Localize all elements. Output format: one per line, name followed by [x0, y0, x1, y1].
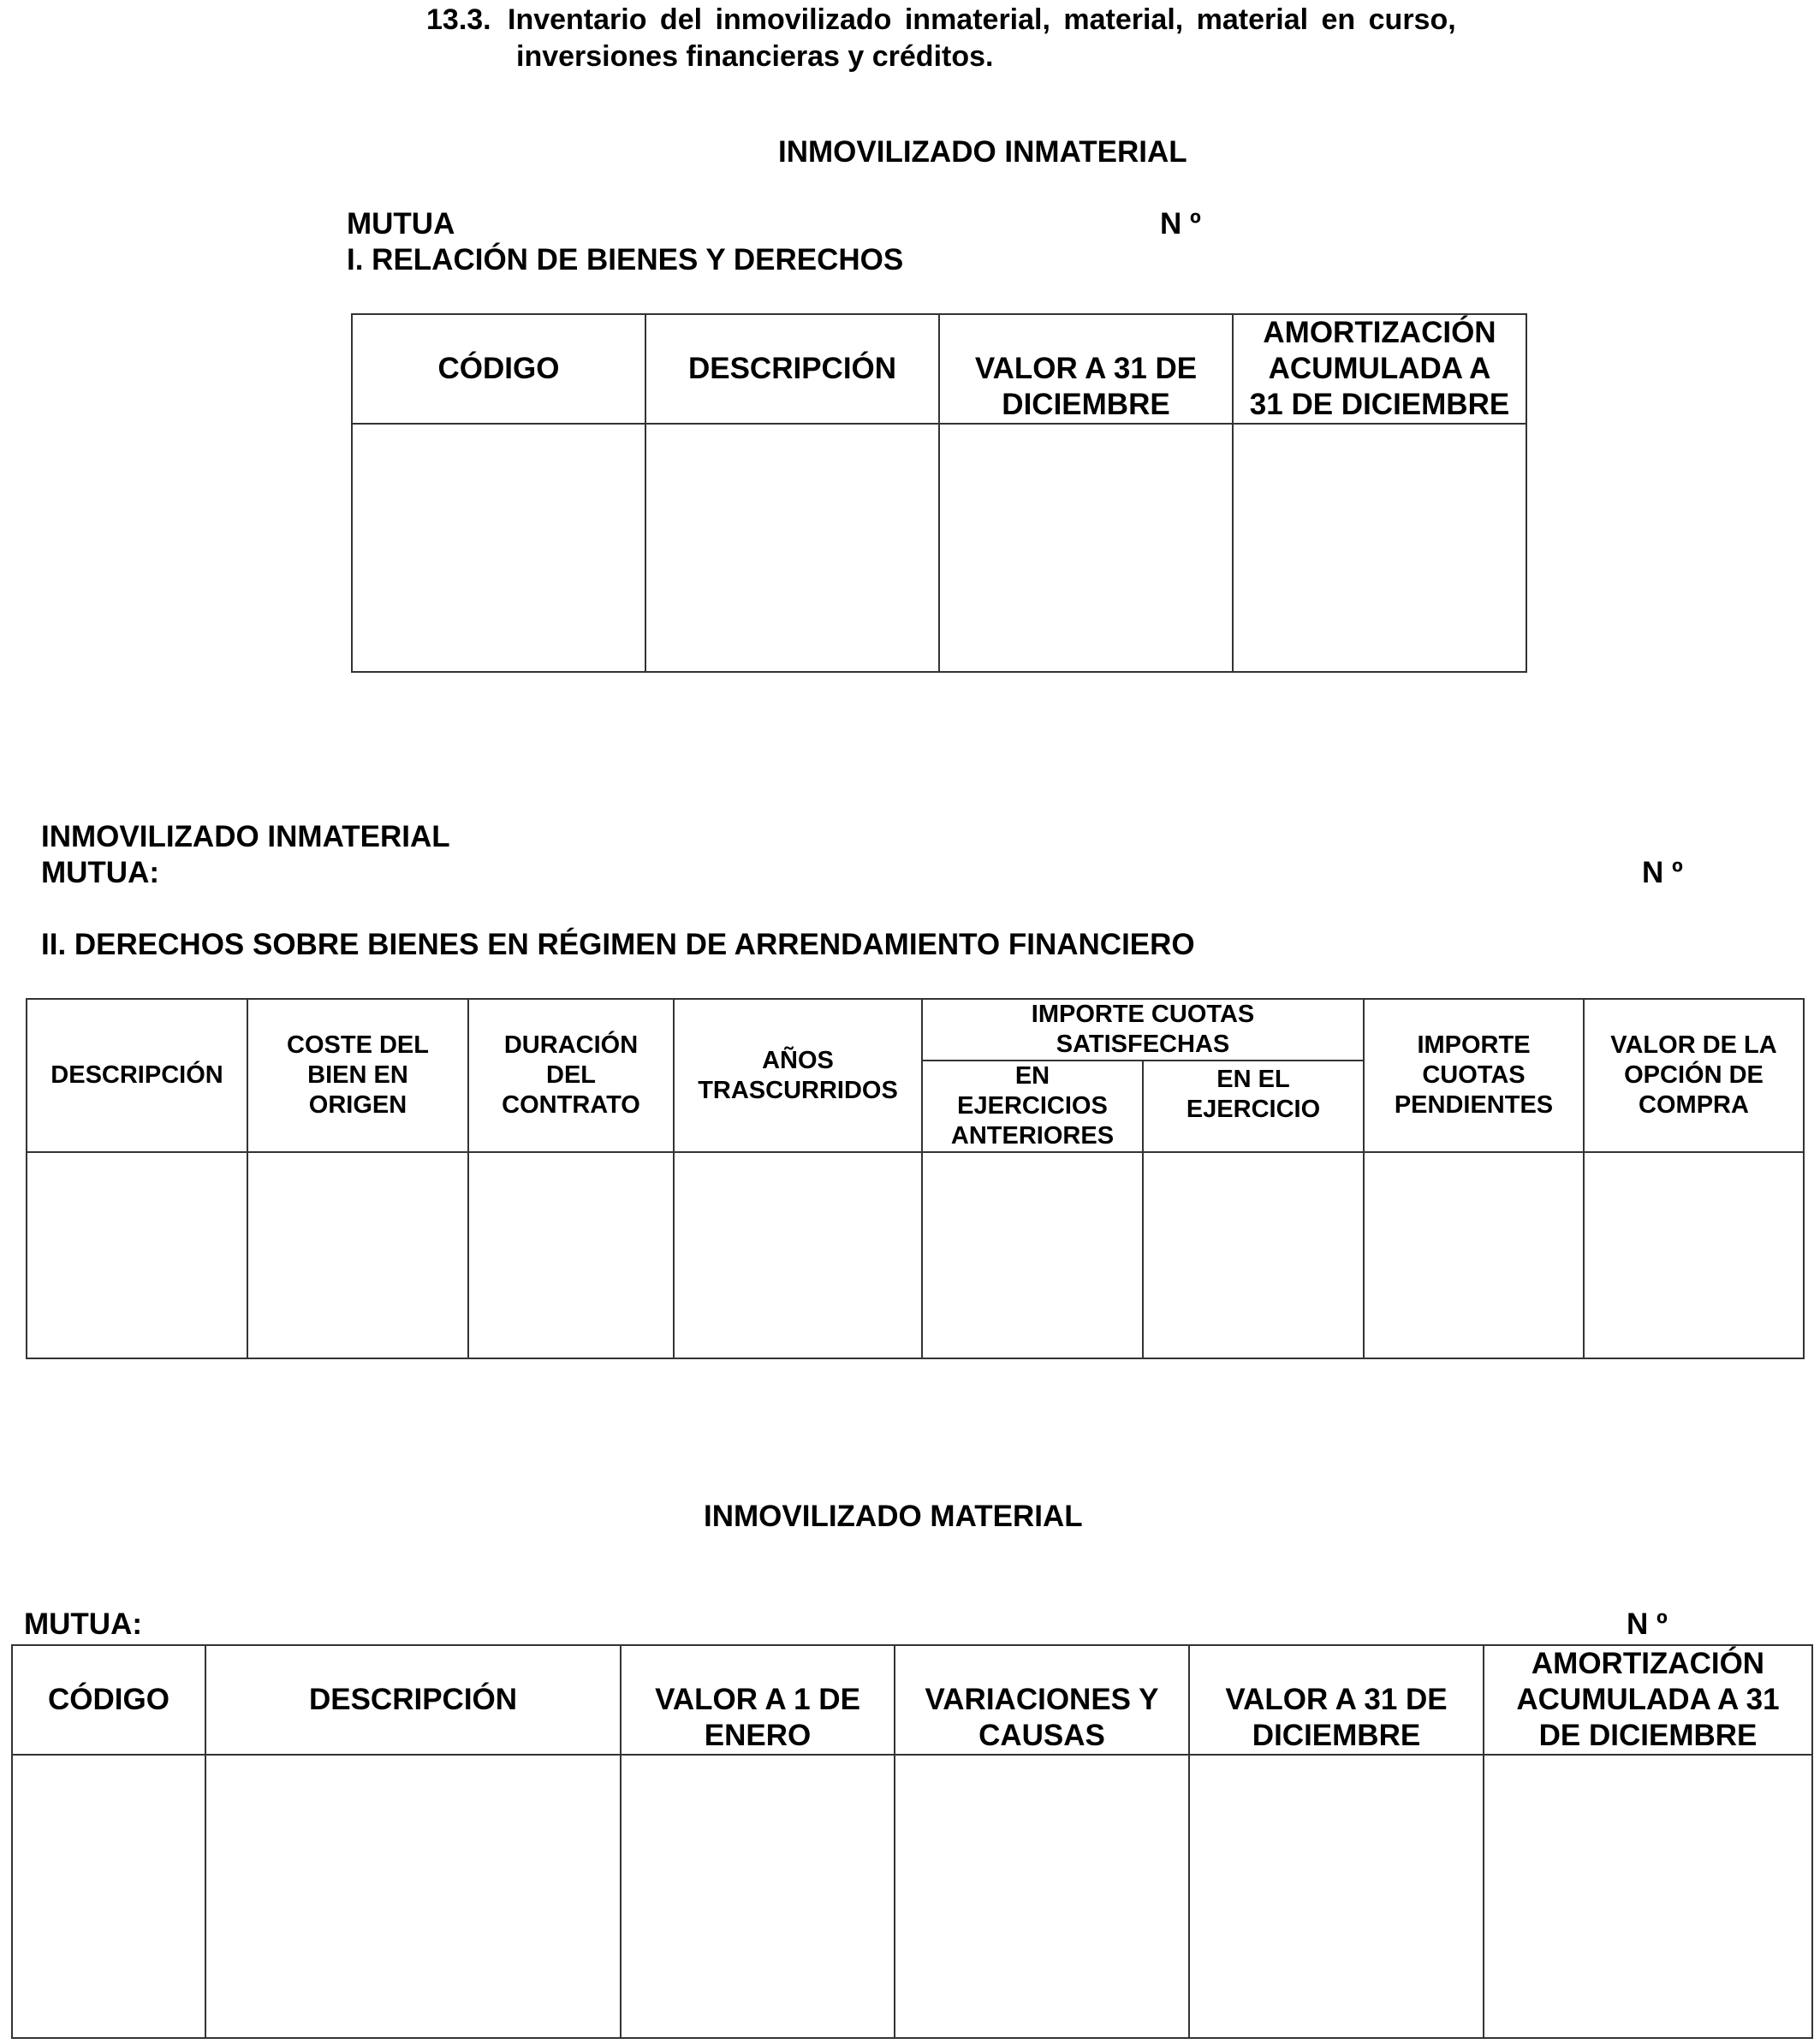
header-descripcion: DESCRIPCIÓN [27, 999, 247, 1152]
cell-duracion-contrato[interactable] [468, 1152, 674, 1358]
block1-numero-label: N º [1160, 207, 1201, 241]
cell-descripcion[interactable] [645, 424, 939, 672]
header-valor-1-enero: VALOR A 1 DE ENERO [621, 1645, 895, 1755]
cell-anos-trascurridos[interactable] [674, 1152, 922, 1358]
cell-descripcion[interactable] [205, 1755, 621, 2038]
header-valor-31-diciembre: VALOR A 31 DE DICIEMBRE [939, 314, 1233, 424]
cell-variaciones-causas[interactable] [895, 1755, 1189, 2038]
header-descripcion: DESCRIPCIÓN [645, 314, 939, 424]
header-importe-cuotas-satisfechas: IMPORTE CUOTAS SATISFECHAS [922, 999, 1364, 1061]
block2-numero-label: N º [1642, 856, 1683, 889]
section-number: 13.3. [426, 3, 491, 36]
cell-valor-1-enero[interactable] [621, 1755, 895, 2038]
block2-mutua-label: MUTUA: [41, 856, 160, 889]
header-amortizacion-acumulada: AMORTIZACIÓN ACUMULADA A 31 DE DICIEMBRE [1233, 314, 1526, 424]
section-title-line2: inversiones financieras y créditos. [516, 40, 994, 73]
block1-mutua-label: MUTUA [347, 207, 455, 241]
header-en-ejercicios-anteriores: EN EJERCICIOS ANTERIORES [922, 1061, 1143, 1152]
header-valor-opcion-compra: VALOR DE LA OPCIÓN DE COMPRA [1584, 999, 1804, 1152]
bienes-derechos-table [351, 313, 1527, 673]
cell-importe-cuotas-pendientes[interactable] [1364, 1152, 1584, 1358]
header-valor-31-diciembre: VALOR A 31 DE DICIEMBRE [1189, 1645, 1484, 1755]
section-title-line1: Inventario del inmovilizado inmaterial, material, material en curso, [508, 3, 1456, 36]
cell-en-el-ejercicio[interactable] [1143, 1152, 1364, 1358]
header-en-el-ejercicio: EN EL EJERCICIO [1143, 1061, 1364, 1152]
cell-valor-31-diciembre[interactable] [939, 424, 1233, 672]
header-coste-bien-origen: COSTE DEL BIEN EN ORIGEN [247, 999, 468, 1152]
cell-en-ejercicios-anteriores[interactable] [922, 1152, 1143, 1358]
block1-title: INMOVILIZADO INMATERIAL [778, 135, 1187, 169]
header-codigo: CÓDIGO [352, 314, 645, 424]
cell-descripcion[interactable] [27, 1152, 247, 1358]
header-variaciones-causas: VARIACIONES Y CAUSAS [895, 1645, 1189, 1755]
cell-codigo[interactable] [352, 424, 645, 672]
block3-numero-label: N º [1627, 1607, 1668, 1641]
cell-valor-31-diciembre[interactable] [1189, 1755, 1484, 2038]
header-anos-trascurridos: AÑOS TRASCURRIDOS [674, 999, 922, 1152]
header-amortizacion-acumulada: AMORTIZACIÓN ACUMULADA A 31 DE DICIEMBRE [1484, 1645, 1812, 1755]
block2-title: INMOVILIZADO INMATERIAL [41, 820, 450, 853]
block1-subtitle: I. RELACIÓN DE BIENES Y DERECHOS [347, 243, 904, 276]
cell-codigo[interactable] [12, 1755, 205, 2038]
inmovilizado-material-table [11, 1644, 1813, 2039]
cell-amortizacion-acumulada[interactable] [1233, 424, 1526, 672]
header-duracion-contrato: DURACIÓN DEL CONTRATO [468, 999, 674, 1152]
block2-subtitle: II. DERECHOS SOBRE BIENES EN RÉGIMEN DE ARRENDAMIENTO FINANCIERO [41, 928, 1195, 961]
cell-valor-opcion-compra[interactable] [1584, 1152, 1804, 1358]
block3-mutua-label: MUTUA: [24, 1607, 143, 1641]
cell-amortizacion-acumulada[interactable] [1484, 1755, 1812, 2038]
block3-title: INMOVILIZADO MATERIAL [704, 1500, 1083, 1533]
cell-coste-bien-origen[interactable] [247, 1152, 468, 1358]
header-descripcion: DESCRIPCIÓN [205, 1645, 621, 1755]
header-codigo: CÓDIGO [12, 1645, 205, 1755]
header-importe-cuotas-pendientes: IMPORTE CUOTAS PENDIENTES [1364, 999, 1584, 1152]
arrendamiento-financiero-table [26, 998, 1805, 1359]
